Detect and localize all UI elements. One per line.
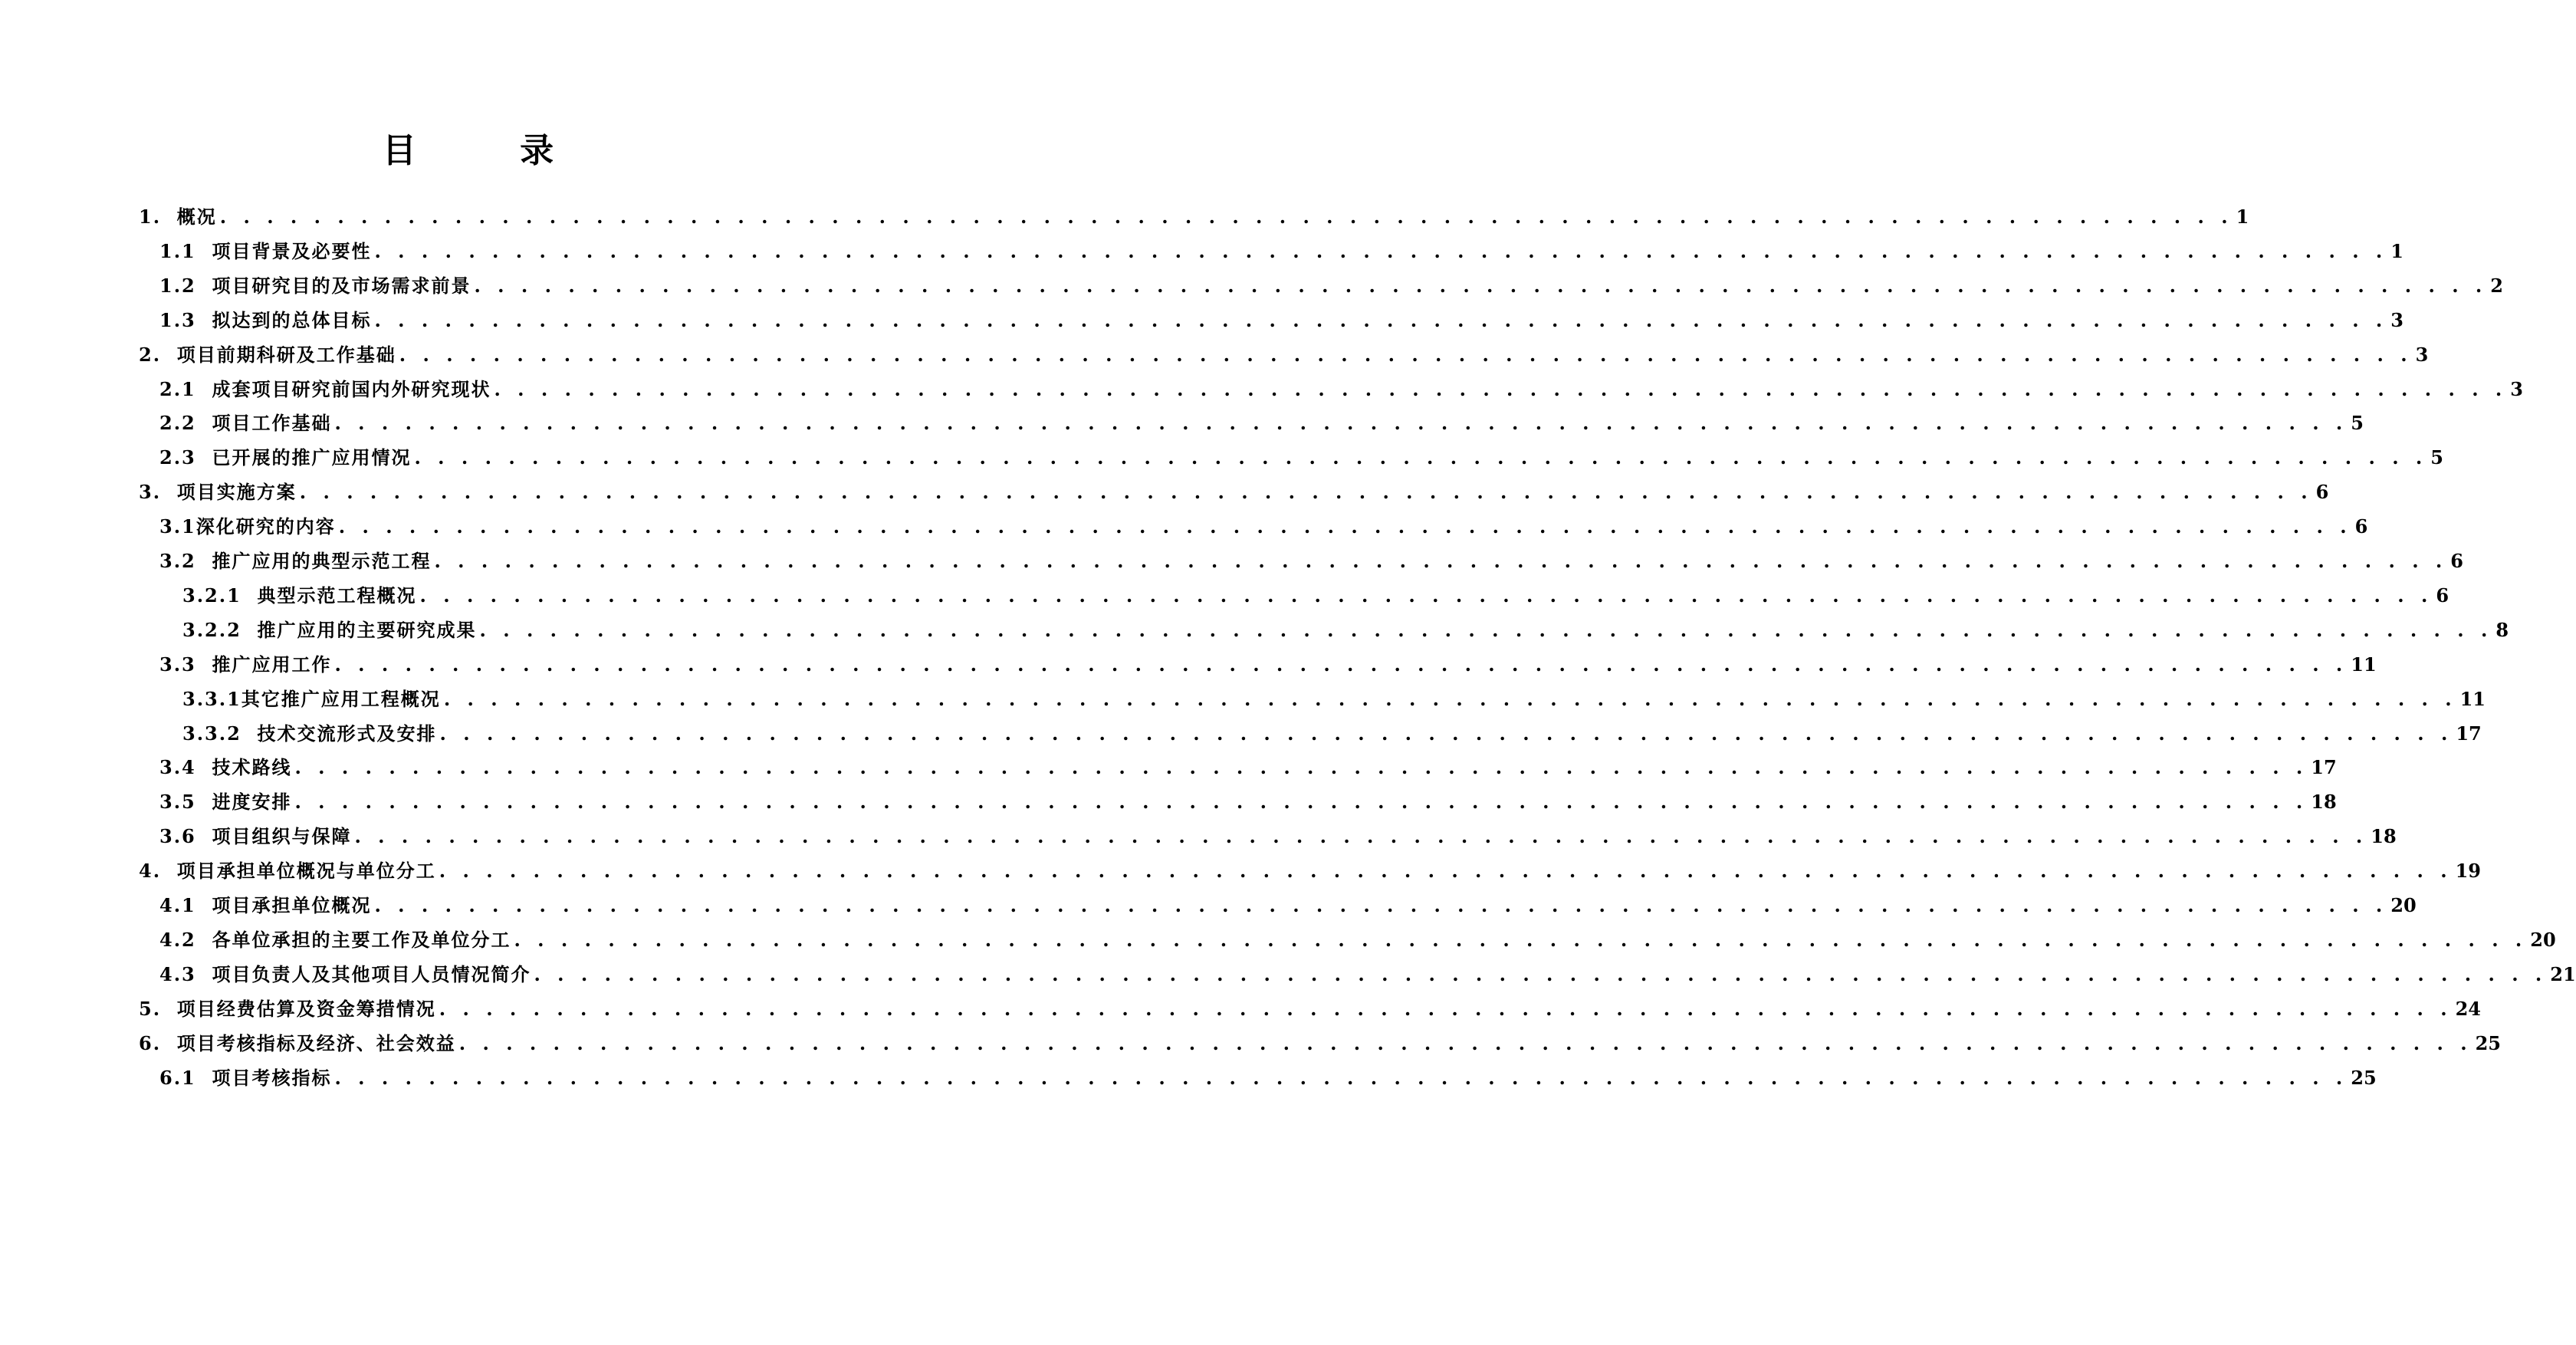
toc-entry-page-number: 3 [2510, 378, 2523, 400]
toc-entry-label: 3. 项目实施方案 [139, 481, 297, 503]
toc-entry[interactable] [159, 892, 2417, 919]
toc-dot-leader: . . . . . . . . . . . . . . . . . . . . . . . . . . . . . . . . . . . . . . . . . . . . . . . . . . . . . . . . . . . . . . . . . . . . . . . . . . . . . . . . . . . . . . [434, 550, 2448, 572]
toc-entry[interactable] [139, 478, 2329, 506]
toc-entry-label: 3.3 推广应用工作 [159, 653, 332, 676]
toc-dot-leader: . . . . . . . . . . . . . . . . . . . . . . . . . . . . . . . . . . . . . . . . . . . . . . . . . . . . . . . . . . . . . . . . . . . . . . . . . . . . . . . . . . . . . . [534, 963, 2548, 985]
toc-entry-page-number: 17 [2311, 756, 2337, 778]
toc-entry-page-number: 6 [2450, 550, 2463, 572]
toc-dot-leader: . . . . . . . . . . . . . . . . . . . . . . . . . . . . . . . . . . . . . . . . . . . . . . . . . . . . . . . . . . . . . . . . . . . . . . . . . . . . . . . . . . . . . . [338, 515, 2352, 538]
toc-dot-leader: . . . . . . . . . . . . . . . . . . . . . . . . . . . . . . . . . . . . . . . . . . . . . . . . . . . . . . . . . . . . . . . . . . . . . . . . . . . . . . . . . . . . . . [399, 344, 2413, 366]
toc-entry-label: 4.2 各单位承担的主要工作及单位分工 [159, 929, 511, 951]
toc-entry-page-number: 18 [2311, 791, 2337, 813]
toc-dot-leader: . . . . . . . . . . . . . . . . . . . . . . . . . . . . . . . . . . . . . . . . . . . . . . . . . . . . . . . . . . . . . . . . . . . . . . . . . . . . . . . . . . . . . . [419, 584, 2433, 607]
toc-entry-page-number: 5 [2351, 412, 2364, 434]
toc-entry-label: 3.2.2 推广应用的主要研究成果 [182, 619, 477, 641]
toc-entry-page-number: 6 [2354, 515, 2368, 538]
toc-dot-leader: . . . . . . . . . . . . . . . . . . . . . . . . . . . . . . . . . . . . . . . . . . . . . . . . . . . . . . . . . . . . . . . . . . . . . . . . . . . . . . . . . . . . . . [494, 378, 2508, 400]
toc-entry-page-number: 21 [2550, 963, 2576, 985]
toc-entry[interactable] [159, 272, 2503, 300]
toc-dot-leader: . . . . . . . . . . . . . . . . . . . . . . . . . . . . . . . . . . . . . . . . . . . . . . . . . . . . . . . . . . . . . . . . . . . . . . . . . . . . . . . . . . . . . . [374, 240, 2388, 262]
toc-entry[interactable] [182, 686, 2486, 713]
toc-dot-leader: . . . . . . . . . . . . . . . . . . . . . . . . . . . . . . . . . . . . . . . . . . . . . . . . . . . . . . . . . . . . . . . . . . . . . . . . . . . . . . . . . . . . . . [294, 791, 2308, 813]
toc-entry[interactable] [159, 823, 2397, 850]
toc-entry-page-number: 25 [2475, 1032, 2501, 1054]
toc-dot-leader: . . . . . . . . . . . . . . . . . . . . . . . . . . . . . . . . . . . . . . . . . . . . . . . . . . . . . . . . . . . . . . . . . . . . . . . . . . . . . . . . . . . . . . [514, 929, 2528, 951]
toc-entry[interactable] [159, 444, 2443, 472]
toc-entry-page-number: 11 [2459, 688, 2486, 710]
toc-entry[interactable] [159, 513, 2368, 541]
toc-entry-label: 3.3.2 技术交流形式及安排 [182, 722, 437, 745]
toc-entry[interactable] [159, 548, 2463, 575]
toc-dot-leader: . . . . . . . . . . . . . . . . . . . . . . . . . . . . . . . . . . . . . . . . . . . . . . . . . . . . . . . . . . . . . . . . . . . . . . . . . . . . . . . . . . . . . . [374, 309, 2388, 331]
toc-entry-page-number: 19 [2455, 860, 2481, 882]
toc-entry-page-number: 24 [2455, 998, 2481, 1020]
toc-dot-leader: . . . . . . . . . . . . . . . . . . . . . . . . . . . . . . . . . . . . . . . . . . . . . . . . . . . . . . . . . . . . . . . . . . . . . . . . . . . . . . . . . . . . . . [439, 860, 2453, 882]
toc-entry-page-number: 3 [2390, 309, 2404, 331]
toc-entry-label: 6.1 项目考核指标 [159, 1067, 332, 1089]
toc-entry[interactable] [159, 238, 2404, 265]
toc-entry-label: 3.4 技术路线 [159, 756, 292, 778]
toc-dot-leader: . . . . . . . . . . . . . . . . . . . . . . . . . . . . . . . . . . . . . . . . . . . . . . . . . . . . . . . . . . . . . . . . . . . . . . . . . . . . . . . . . . . . . . [458, 1032, 2472, 1054]
toc-entry-page-number: 20 [2530, 929, 2556, 951]
toc-entry-label: 2. 项目前期科研及工作基础 [139, 344, 396, 366]
toc-dot-leader: . . . . . . . . . . . . . . . . . . . . . . . . . . . . . . . . . . . . . . . . . . . . . . . . . . . . . . . . . . . . . . . . . . . . . . . . . . . . . . . . . . . . . . [354, 825, 2368, 847]
toc-entry[interactable] [159, 651, 2377, 679]
toc-entry-label: 3.2.1 典型示范工程概况 [182, 584, 417, 607]
toc-entry-page-number: 1 [2390, 240, 2404, 262]
toc-entry-label: 1.2 项目研究目的及市场需求前景 [159, 275, 472, 297]
toc-entry-label: 1.3 拟达到的总体目标 [159, 309, 372, 331]
toc-entry-page-number: 25 [2351, 1067, 2377, 1089]
toc-dot-leader: . . . . . . . . . . . . . . . . . . . . . . . . . . . . . . . . . . . . . . . . . . . . . . . . . . . . . . . . . . . . . . . . . . . . . . . . . . . . . . . . . . . . . . [219, 206, 2233, 228]
toc-entry-page-number: 6 [2436, 584, 2450, 607]
toc-entry-label: 4.3 项目负责人及其他项目人员情况简介 [159, 963, 531, 985]
toc-entry-page-number: 17 [2456, 722, 2482, 745]
toc-entry-label: 1. 概况 [139, 206, 217, 228]
toc-entry[interactable] [139, 857, 2481, 885]
toc-entry[interactable] [182, 720, 2482, 748]
toc-dot-leader: . . . . . . . . . . . . . . . . . . . . . . . . . . . . . . . . . . . . . . . . . . . . . . . . . . . . . . . . . . . . . . . . . . . . . . . . . . . . . . . . . . . . . . [414, 446, 2428, 469]
toc-entry[interactable] [159, 376, 2523, 403]
toc-dot-leader: . . . . . . . . . . . . . . . . . . . . . . . . . . . . . . . . . . . . . . . . . . . . . . . . . . . . . . . . . . . . . . . . . . . . . . . . . . . . . . . . . . . . . . [439, 998, 2453, 1020]
toc-entry-page-number: 6 [2315, 481, 2329, 503]
toc-dot-leader: . . . . . . . . . . . . . . . . . . . . . . . . . . . . . . . . . . . . . . . . . . . . . . . . . . . . . . . . . . . . . . . . . . . . . . . . . . . . . . . . . . . . . . [474, 275, 2488, 297]
toc-entry-page-number: 3 [2415, 344, 2429, 366]
toc-entry[interactable] [159, 307, 2404, 334]
toc-entry[interactable] [159, 961, 2576, 988]
toc-dot-leader: . . . . . . . . . . . . . . . . . . . . . . . . . . . . . . . . . . . . . . . . . . . . . . . . . . . . . . . . . . . . . . . . . . . . . . . . . . . . . . . . . . . . . . [334, 653, 2348, 676]
toc-entry[interactable] [182, 617, 2509, 644]
toc-entry-label: 5. 项目经费估算及资金筹措情况 [139, 998, 436, 1020]
toc-entry[interactable] [159, 926, 2556, 954]
toc-entry[interactable] [139, 341, 2429, 369]
toc-dot-leader: . . . . . . . . . . . . . . . . . . . . . . . . . . . . . . . . . . . . . . . . . . . . . . . . . . . . . . . . . . . . . . . . . . . . . . . . . . . . . . . . . . . . . . [374, 894, 2388, 916]
toc-entry-page-number: 5 [2430, 446, 2443, 469]
toc-entry-page-number: 18 [2371, 825, 2397, 847]
toc-entry-label: 3.2 推广应用的典型示范工程 [159, 550, 432, 572]
toc-entry-page-number: 11 [2351, 653, 2377, 676]
toc-entry[interactable] [139, 203, 2249, 231]
toc-entry-label: 3.1深化研究的内容 [159, 515, 336, 538]
toc-dot-leader: . . . . . . . . . . . . . . . . . . . . . . . . . . . . . . . . . . . . . . . . . . . . . . . . . . . . . . . . . . . . . . . . . . . . . . . . . . . . . . . . . . . . . . [479, 619, 2493, 641]
toc-entry[interactable] [139, 1030, 2501, 1057]
toc-dot-leader: . . . . . . . . . . . . . . . . . . . . . . . . . . . . . . . . . . . . . . . . . . . . . . . . . . . . . . . . . . . . . . . . . . . . . . . . . . . . . . . . . . . . . . [334, 1067, 2348, 1089]
toc-entry[interactable] [139, 995, 2481, 1023]
toc-entry-label: 4.1 项目承担单位概况 [159, 894, 372, 916]
toc-entry-label: 2.2 项目工作基础 [159, 412, 332, 434]
toc-entry-label: 2.1 成套项目研究前国内外研究现状 [159, 378, 491, 400]
toc-dot-leader: . . . . . . . . . . . . . . . . . . . . . . . . . . . . . . . . . . . . . . . . . . . . . . . . . . . . . . . . . . . . . . . . . . . . . . . . . . . . . . . . . . . . . . [439, 722, 2453, 745]
toc-entry-page-number: 8 [2496, 619, 2509, 641]
toc-title: 目 录 [382, 131, 600, 170]
toc-entry-label: 2.3 已开展的推广应用情况 [159, 446, 412, 469]
toc-entry-page-number: 20 [2390, 894, 2417, 916]
toc-dot-leader: . . . . . . . . . . . . . . . . . . . . . . . . . . . . . . . . . . . . . . . . . . . . . . . . . . . . . . . . . . . . . . . . . . . . . . . . . . . . . . . . . . . . . . [334, 412, 2348, 434]
toc-entry[interactable] [159, 1064, 2377, 1092]
toc-entry-label: 3.3.1其它推广应用工程概况 [182, 688, 441, 710]
toc-entry-label: 6. 项目考核指标及经济、社会效益 [139, 1032, 456, 1054]
toc-entry[interactable] [159, 409, 2364, 437]
toc-entry-label: 4. 项目承担单位概况与单位分工 [139, 860, 436, 882]
toc-entry[interactable] [159, 754, 2337, 781]
toc-dot-leader: . . . . . . . . . . . . . . . . . . . . . . . . . . . . . . . . . . . . . . . . . . . . . . . . . . . . . . . . . . . . . . . . . . . . . . . . . . . . . . . . . . . . . . [294, 756, 2308, 778]
toc-entry[interactable] [159, 788, 2337, 816]
toc-entry-page-number: 2 [2490, 275, 2503, 297]
toc-entry-label: 3.5 进度安排 [159, 791, 292, 813]
toc-entry[interactable] [182, 582, 2450, 610]
toc-dot-leader: . . . . . . . . . . . . . . . . . . . . . . . . . . . . . . . . . . . . . . . . . . . . . . . . . . . . . . . . . . . . . . . . . . . . . . . . . . . . . . . . . . . . . . [443, 688, 2457, 710]
toc-entry-label: 3.6 项目组织与保障 [159, 825, 352, 847]
toc-dot-leader: . . . . . . . . . . . . . . . . . . . . . . . . . . . . . . . . . . . . . . . . . . . . . . . . . . . . . . . . . . . . . . . . . . . . . . . . . . . . . . . . . . . . . . [299, 481, 2313, 503]
toc-entry-label: 1.1 项目背景及必要性 [159, 240, 372, 262]
toc-entry-page-number: 1 [2236, 206, 2249, 228]
